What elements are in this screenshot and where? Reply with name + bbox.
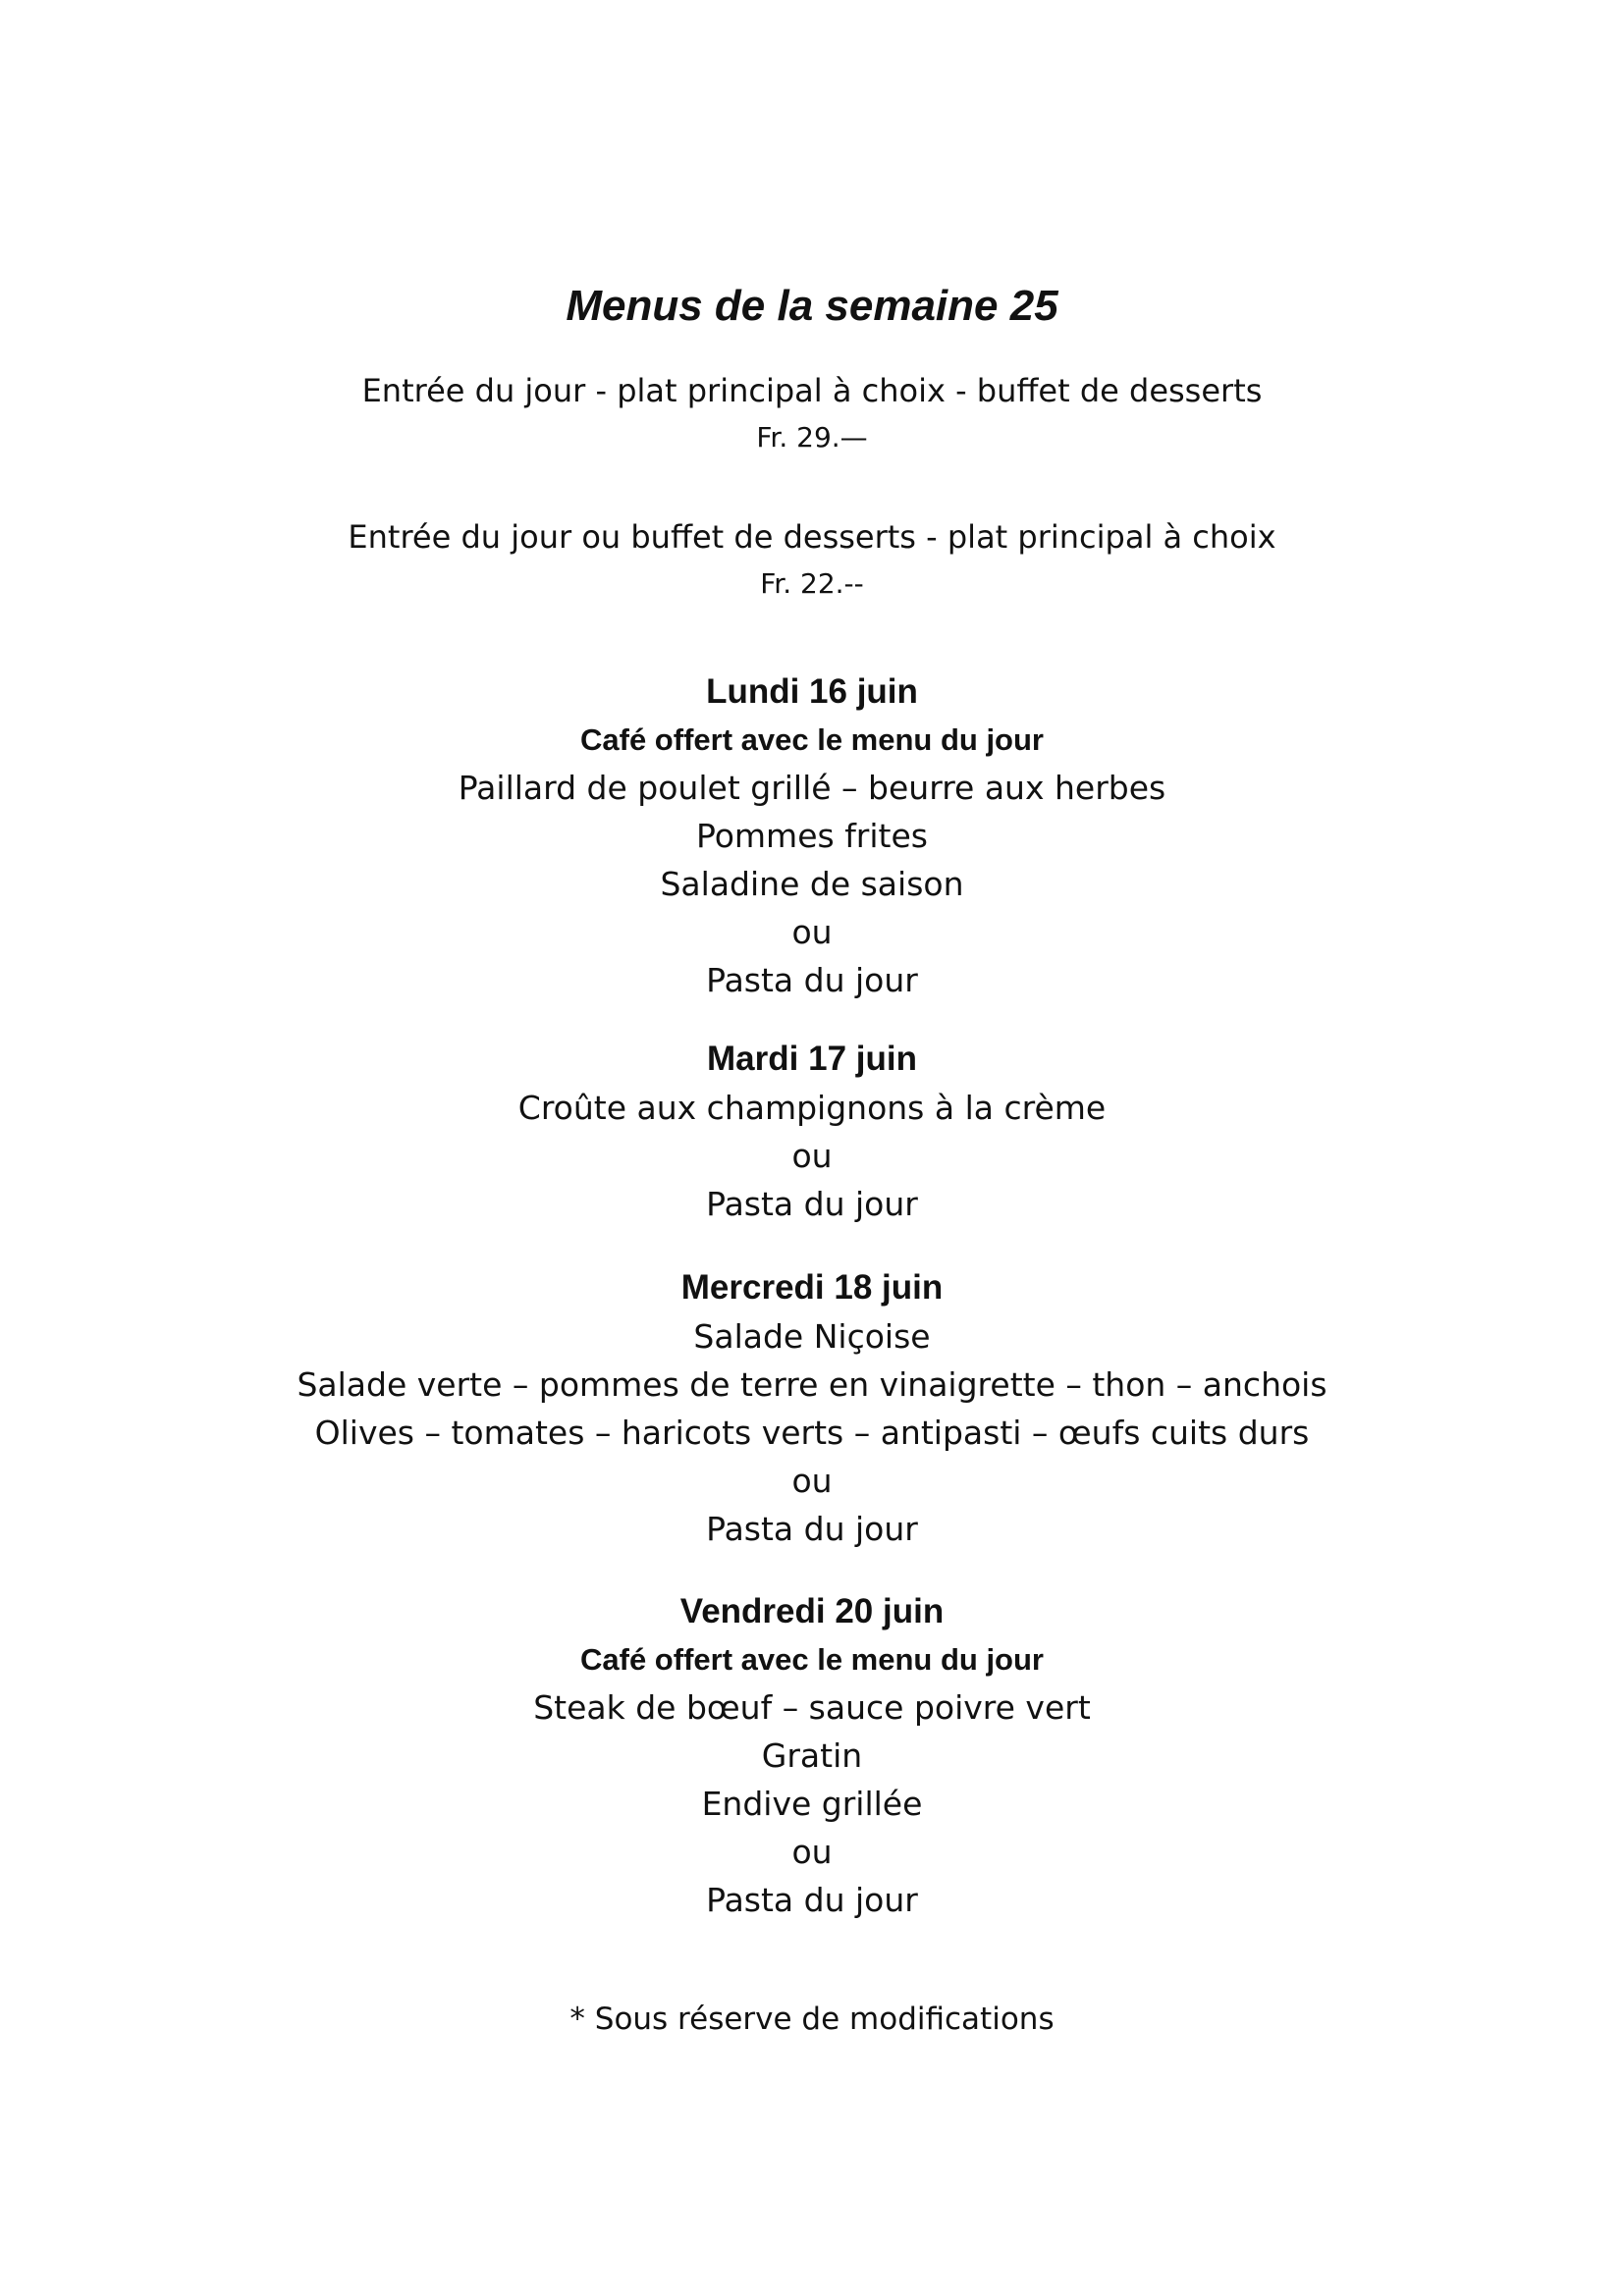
offer-price: Fr. 22.-- — [760, 567, 864, 600]
dish-separator: ou — [791, 1833, 833, 1871]
dish-item: Endive grillée — [701, 1785, 923, 1823]
day-heading: Lundi 16 juin — [706, 672, 918, 711]
dish-item: Steak de bœuf – sauce poivre vert — [533, 1688, 1091, 1727]
dish-item: Gratin — [761, 1736, 863, 1775]
day-section-tuesday — [0, 1035, 1624, 1228]
dish-separator: ou — [791, 913, 833, 951]
offer-description: Entrée du jour ou buffet de desserts - plat principal à choix — [348, 518, 1276, 556]
dish-item: Pasta du jour — [706, 1185, 918, 1223]
dish-item: Salade verte – pommes de terre en vinaigrette – thon – anchois — [297, 1365, 1327, 1404]
day-note: Café offert avec le menu du jour — [580, 1642, 1044, 1677]
day-note: Café offert avec le menu du jour — [580, 722, 1044, 757]
day-heading: Mardi 17 juin — [707, 1040, 917, 1078]
footnote: * Sous réserve de modifications — [569, 2002, 1055, 2037]
dish-item: Pasta du jour — [706, 961, 918, 999]
offer-reduced-menu — [0, 513, 1624, 608]
dish-separator: ou — [791, 1462, 833, 1500]
day-section-friday — [0, 1587, 1624, 1924]
day-section-wednesday — [0, 1263, 1624, 1553]
page-title: Menus de la semaine 25 — [566, 282, 1058, 330]
dish-item: Saladine de saison — [660, 865, 964, 903]
dish-item: Croûte aux champignons à la crème — [517, 1089, 1107, 1127]
dish-item: Salade Niçoise — [693, 1317, 931, 1356]
dish-item: Pommes frites — [696, 817, 928, 855]
dish-item: Pasta du jour — [706, 1510, 918, 1548]
dish-separator: ou — [791, 1137, 833, 1175]
day-heading: Vendredi 20 juin — [679, 1592, 945, 1630]
offer-price: Fr. 29.— — [756, 421, 868, 454]
dish-item: Olives – tomates – haricots verts – antipasti – œufs cuits durs — [314, 1414, 1310, 1452]
offer-description: Entrée du jour - plat principal à choix - buffet de desserts — [361, 372, 1263, 409]
offer-full-menu — [0, 367, 1624, 461]
day-heading: Mercredi 18 juin — [680, 1268, 944, 1307]
day-section-monday — [0, 667, 1624, 1004]
dish-item: Pasta du jour — [706, 1881, 918, 1919]
dish-item: Paillard de poulet grillé – beurre aux herbes — [458, 769, 1166, 807]
